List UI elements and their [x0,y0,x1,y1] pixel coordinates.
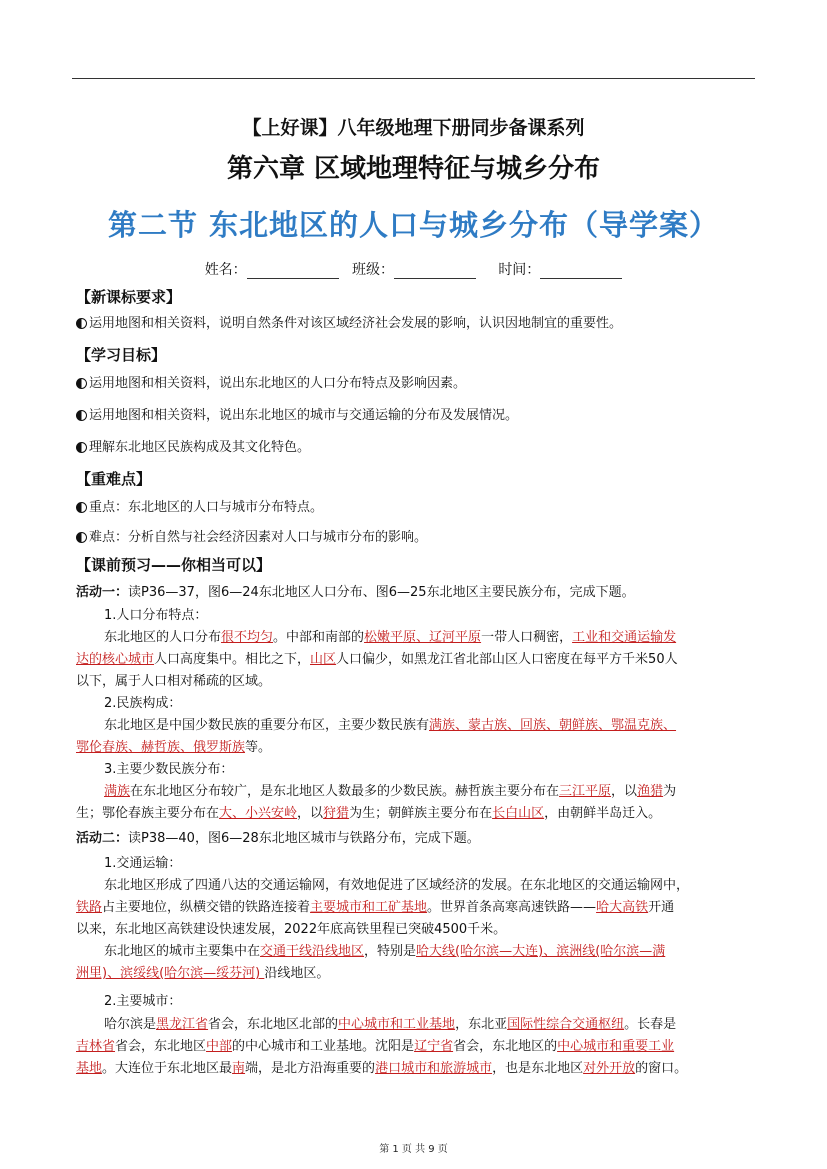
half-circle-bullet-icon [76,378,87,389]
section-title: 第二节 东北地区的人口与城乡分布（导学案） [107,208,720,242]
curriculum-item: 运用地图和相关资料，说明自然条件对该区域经济社会发展的影响，认识因地制宜的重要性。 [76,314,622,334]
class-blank[interactable] [394,264,476,279]
series-title: 【上好课】八年级地理下册同步备课系列 [242,117,585,139]
paragraph-line: 哈尔滨是黑龙江省省会，东北地区北部的中心城市和工业基地，东北亚国际性综合交通枢纽。长春是 [104,1017,677,1032]
half-circle-bullet-icon [76,532,87,543]
paragraph-line: 生；鄂伦春族主要分布在大、小兴安岭，以狩猎为生；朝鲜族主要分布在长白山区，由朝鲜半岛迁入。 [76,806,662,821]
activity1-subheading: 2.民族构成： [104,696,182,711]
preview-heading: 【课前预习——你相当可以】 [76,556,272,574]
objective-item: 运用地图和相关资料，说出东北地区的人口分布特点及影响因素。 [76,374,466,394]
activity2-subheading: 2.主要城市： [104,994,182,1009]
half-circle-bullet-icon [76,410,87,421]
half-circle-bullet-icon [76,318,87,329]
time-label: 时间： [498,262,541,278]
paragraph-line: 满族在东北地区分布较广，是东北地区人数最多的少数民族。赫哲族主要分布在三江平原，以渔猎为 [104,784,677,799]
paragraph-line: 以下，属于人口相对稀疏的区域。 [76,674,272,689]
half-circle-bullet-icon [76,502,87,513]
activity1-subheading: 3.主要少数民族分布： [104,762,234,777]
header-rule [72,78,755,79]
student-info-fields [0,259,827,279]
keypoint-item: 重点：东北地区的人口与城市分布特点。 [76,498,323,518]
name-blank[interactable] [247,264,339,279]
paragraph-line: 基地。大连位于东北地区最南端，是北方沿海重要的港口城市和旅游城市，也是东北地区对外开放的窗口。 [76,1061,688,1076]
paragraph-line: 东北地区的城市主要集中在交通干线沿线地区，特别是哈大线(哈尔滨—大连)、滨洲线(哈尔滨—满 [104,944,666,959]
class-label: 班级： [352,262,395,278]
time-blank[interactable] [540,264,622,279]
keypoint-item: 难点：分析自然与社会经济因素对人口与城市分布的影响。 [76,528,427,548]
curriculum-heading: 【新课标要求】 [76,288,182,306]
paragraph-line: 达的核心城市人口高度集中。相比之下，山区人口偏少，如黑龙江省北部山区人口密度在每平方千米50人 [76,652,678,667]
paragraph-line: 吉林省省会，东北地区中部的中心城市和工业基地。沈阳是辽宁省省会，东北地区的中心城市和重要工业 [76,1039,675,1054]
paragraph-line: 东北地区是中国少数民族的重要分布区，主要少数民族有满族、蒙古族、回族、朝鲜族、鄂温克族、 [104,718,677,733]
half-circle-bullet-icon [76,442,87,453]
page-footer: 第 1 页 共 9 页 [379,1144,448,1155]
paragraph-line: 鄂伦春族、赫哲族、俄罗斯族等。 [76,740,272,755]
paragraph-line: 东北地区形成了四通八达的交通运输网，有效地促进了区域经济的发展。在东北地区的交通运输网中， [104,878,690,893]
activity2-intro: 活动二：读P38—40，图6—28东北地区城市与铁路分布，完成下题。 [76,831,480,846]
paragraph-line: 东北地区的人口分布很不均匀。中部和南部的松嫩平原、辽河平原一带人口稠密，工业和交通运输发 [104,630,677,645]
paragraph-line: 铁路占主要地位，纵横交错的铁路连接着主要城市和工矿基地。世界首条高寒高速铁路——哈大高铁开通 [76,900,675,915]
objective-item: 理解东北地区民族构成及其文化特色。 [76,438,310,458]
objectives-heading: 【学习目标】 [76,346,167,364]
activity1-subheading: 1.人口分布特点： [104,608,208,623]
activity1-intro: 活动一：读P36—37，图6—24东北地区人口分布、图6—25东北地区主要民族分布，完成下题。 [76,585,635,600]
paragraph-line: 洲里)、滨绥线(哈尔滨—绥芬河) 沿线地区。 [76,966,330,981]
objective-item: 运用地图和相关资料，说出东北地区的城市与交通运输的分布及发展情况。 [76,406,518,426]
chapter-title: 第六章 区域地理特征与城乡分布 [226,154,601,184]
keypoints-heading: 【重难点】 [76,470,152,488]
name-label: 姓名： [204,262,247,278]
paragraph-line: 以来，东北地区高铁建设快速发展，2022年底高铁里程已突破4500千米。 [76,922,507,937]
activity2-subheading: 1.交通运输： [104,856,182,871]
